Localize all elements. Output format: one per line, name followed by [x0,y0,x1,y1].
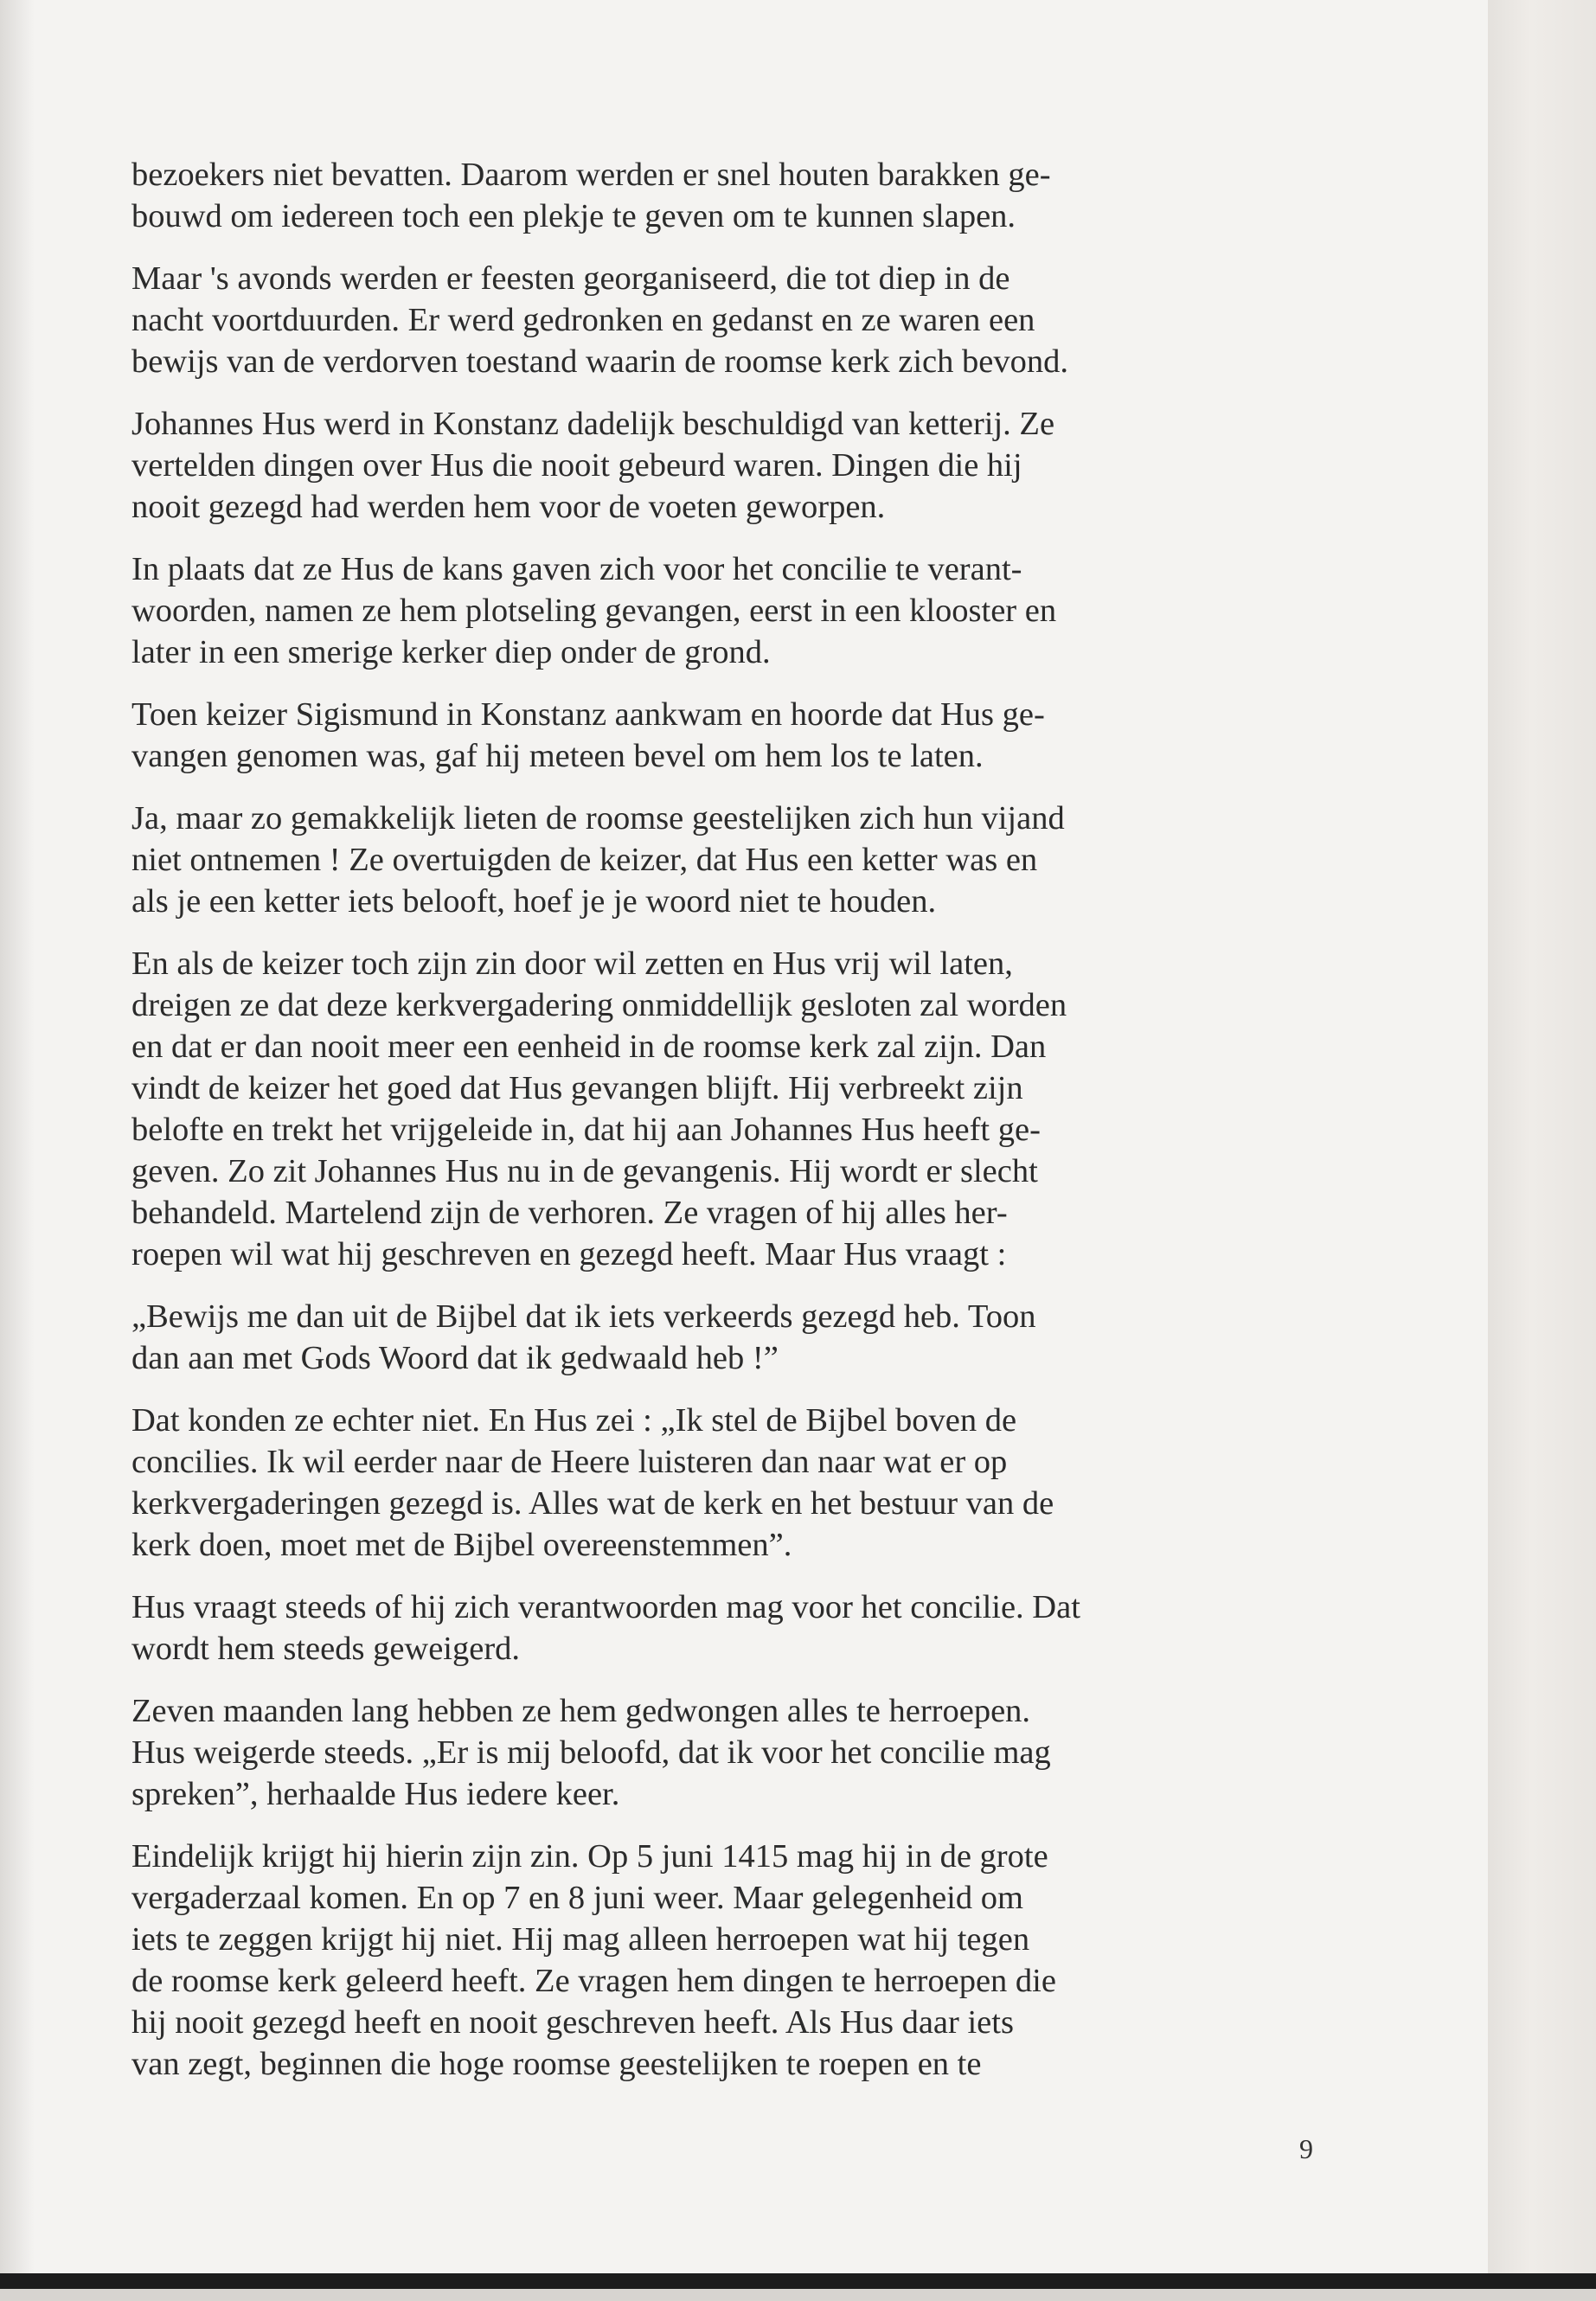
page-number: 9 [1299,2133,1313,2164]
text-line: nacht voortduurden. Er werd gedronken en gedanst en ze waren een [131,302,1035,338]
text-line: vangen genomen was, gaf hij meteen bevel om hem los te laten. [131,738,984,774]
paragraph [131,798,1317,922]
paragraph [131,1690,1317,1815]
paragraph [131,1586,1317,1670]
paragraph [131,548,1317,673]
scan-bottom-edge [0,2289,1596,2301]
text-line: roepen wil wat hij geschreven en gezegd heeft. Maar Hus vraagt : [131,1236,1007,1272]
paragraph [131,154,1317,237]
paragraph [131,258,1317,382]
text-line: bewijs van de verdorven toestand waarin de roomse kerk zich bevond. [131,343,1068,380]
page-edge-margin [1488,0,1596,2273]
text-line: Hus vraagt steeds of hij zich verantwoorden mag voor het concilie. Dat [131,1589,1080,1625]
text-line: later in een smerige kerker diep onder de grond. [131,634,771,670]
text-line: Maar 's avonds werden er feesten georganiseerd, die tot diep in de [131,260,1010,297]
scan-bottom-border [0,2273,1596,2289]
text-line: en dat er dan nooit meer een eenheid in de roomse kerk zal zijn. Dan [131,1029,1047,1065]
text-line: van zegt, beginnen die hoge roomse geestelijken te roepen en te [131,2046,982,2082]
text-line: Hus weigerde steeds. „Er is mij beloofd, dat ik voor het concilie mag [131,1734,1051,1771]
text-line: vertelden dingen over Hus die nooit gebeurd waren. Dingen die hij [131,447,1022,484]
text-line: dreigen ze dat deze kerkvergadering onmiddellijk gesloten zal worden [131,987,1067,1023]
text-line: „Bewijs me dan uit de Bijbel dat ik iets verkeerds gezegd heb. Toon [131,1298,1036,1335]
text-line: In plaats dat ze Hus de kans gaven zich voor het concilie te verant- [131,551,1022,587]
text-line: wordt hem steeds geweigerd. [131,1631,521,1667]
text-line: geven. Zo zit Johannes Hus nu in de gevangenis. Hij wordt er slecht [131,1153,1038,1189]
paragraph [131,1836,1317,2085]
text-line: concilies. Ik wil eerder naar de Heere luisteren dan naar wat er op [131,1444,1008,1480]
text-line: belofte en trekt het vrijgeleide in, dat hij aan Johannes Hus heeft ge- [131,1112,1041,1148]
text-line: kerkvergaderingen gezegd is. Alles wat de kerk en het bestuur van de [131,1485,1054,1522]
text-line: Johannes Hus werd in Konstanz dadelijk beschuldigd van ketterij. Ze [131,406,1055,442]
text-line: En als de keizer toch zijn zin door wil zetten en Hus vrij wil laten, [131,945,1013,982]
paragraph [131,1400,1317,1566]
text-line: kerk doen, moet met de Bijbel overeenstemmen”. [131,1527,792,1563]
text-line: bezoekers niet bevatten. Daarom werden er snel houten barakken ge- [131,157,1051,193]
text-line: als je een ketter iets belooft, hoef je je woord niet te houden. [131,883,937,920]
text-line: Ja, maar zo gemakkelijk lieten de roomse geestelijken zich hun vijand [131,800,1065,836]
text-line: Zeven maanden lang hebben ze hem gedwongen alles te herroepen. [131,1693,1031,1729]
text-line: de roomse kerk geleerd heeft. Ze vragen hem dingen te herroepen die [131,1963,1056,1999]
text-line: bouwd om iedereen toch een plekje te geven om te kunnen slapen. [131,198,1016,234]
text-line: dan aan met Gods Woord dat ik gedwaald heb !” [131,1340,779,1376]
paragraph [131,943,1317,1275]
text-line: nooit gezegd had werden hem voor de voeten geworpen. [131,489,886,525]
binding-shadow [0,0,35,2273]
text-line: hij nooit gezegd heeft en nooit geschreven heeft. Als Hus daar iets [131,2004,1014,2041]
paragraph [131,403,1317,528]
text-line: woorden, namen ze hem plotseling gevangen, eerst in een klooster en [131,593,1057,629]
text-line: spreken”, herhaalde Hus iedere keer. [131,1776,620,1812]
paragraph [131,1296,1317,1379]
text-line: iets te zeggen krijgt hij niet. Hij mag alleen herroepen wat hij tegen [131,1921,1030,1958]
text-line: Eindelijk krijgt hij hierin zijn zin. Op 5 juni 1415 mag hij in de grote [131,1838,1048,1875]
text-line: Dat konden ze echter niet. En Hus zei : „Ik stel de Bijbel boven de [131,1402,1017,1439]
text-line: vindt de keizer het goed dat Hus gevangen blijft. Hij verbreekt zijn [131,1070,1023,1106]
paragraph [131,694,1317,777]
text-line: vergaderzaal komen. En op 7 en 8 juni weer. Maar gelegenheid om [131,1880,1023,1916]
text-line: behandeld. Martelend zijn de verhoren. Ze vragen of hij alles her- [131,1195,1008,1231]
text-line: Toen keizer Sigismund in Konstanz aankwam en hoorde dat Hus ge- [131,696,1045,733]
text-line: niet ontnemen ! Ze overtuigden de keizer, dat Hus een ketter was en [131,842,1038,878]
body-text [131,154,1317,2106]
